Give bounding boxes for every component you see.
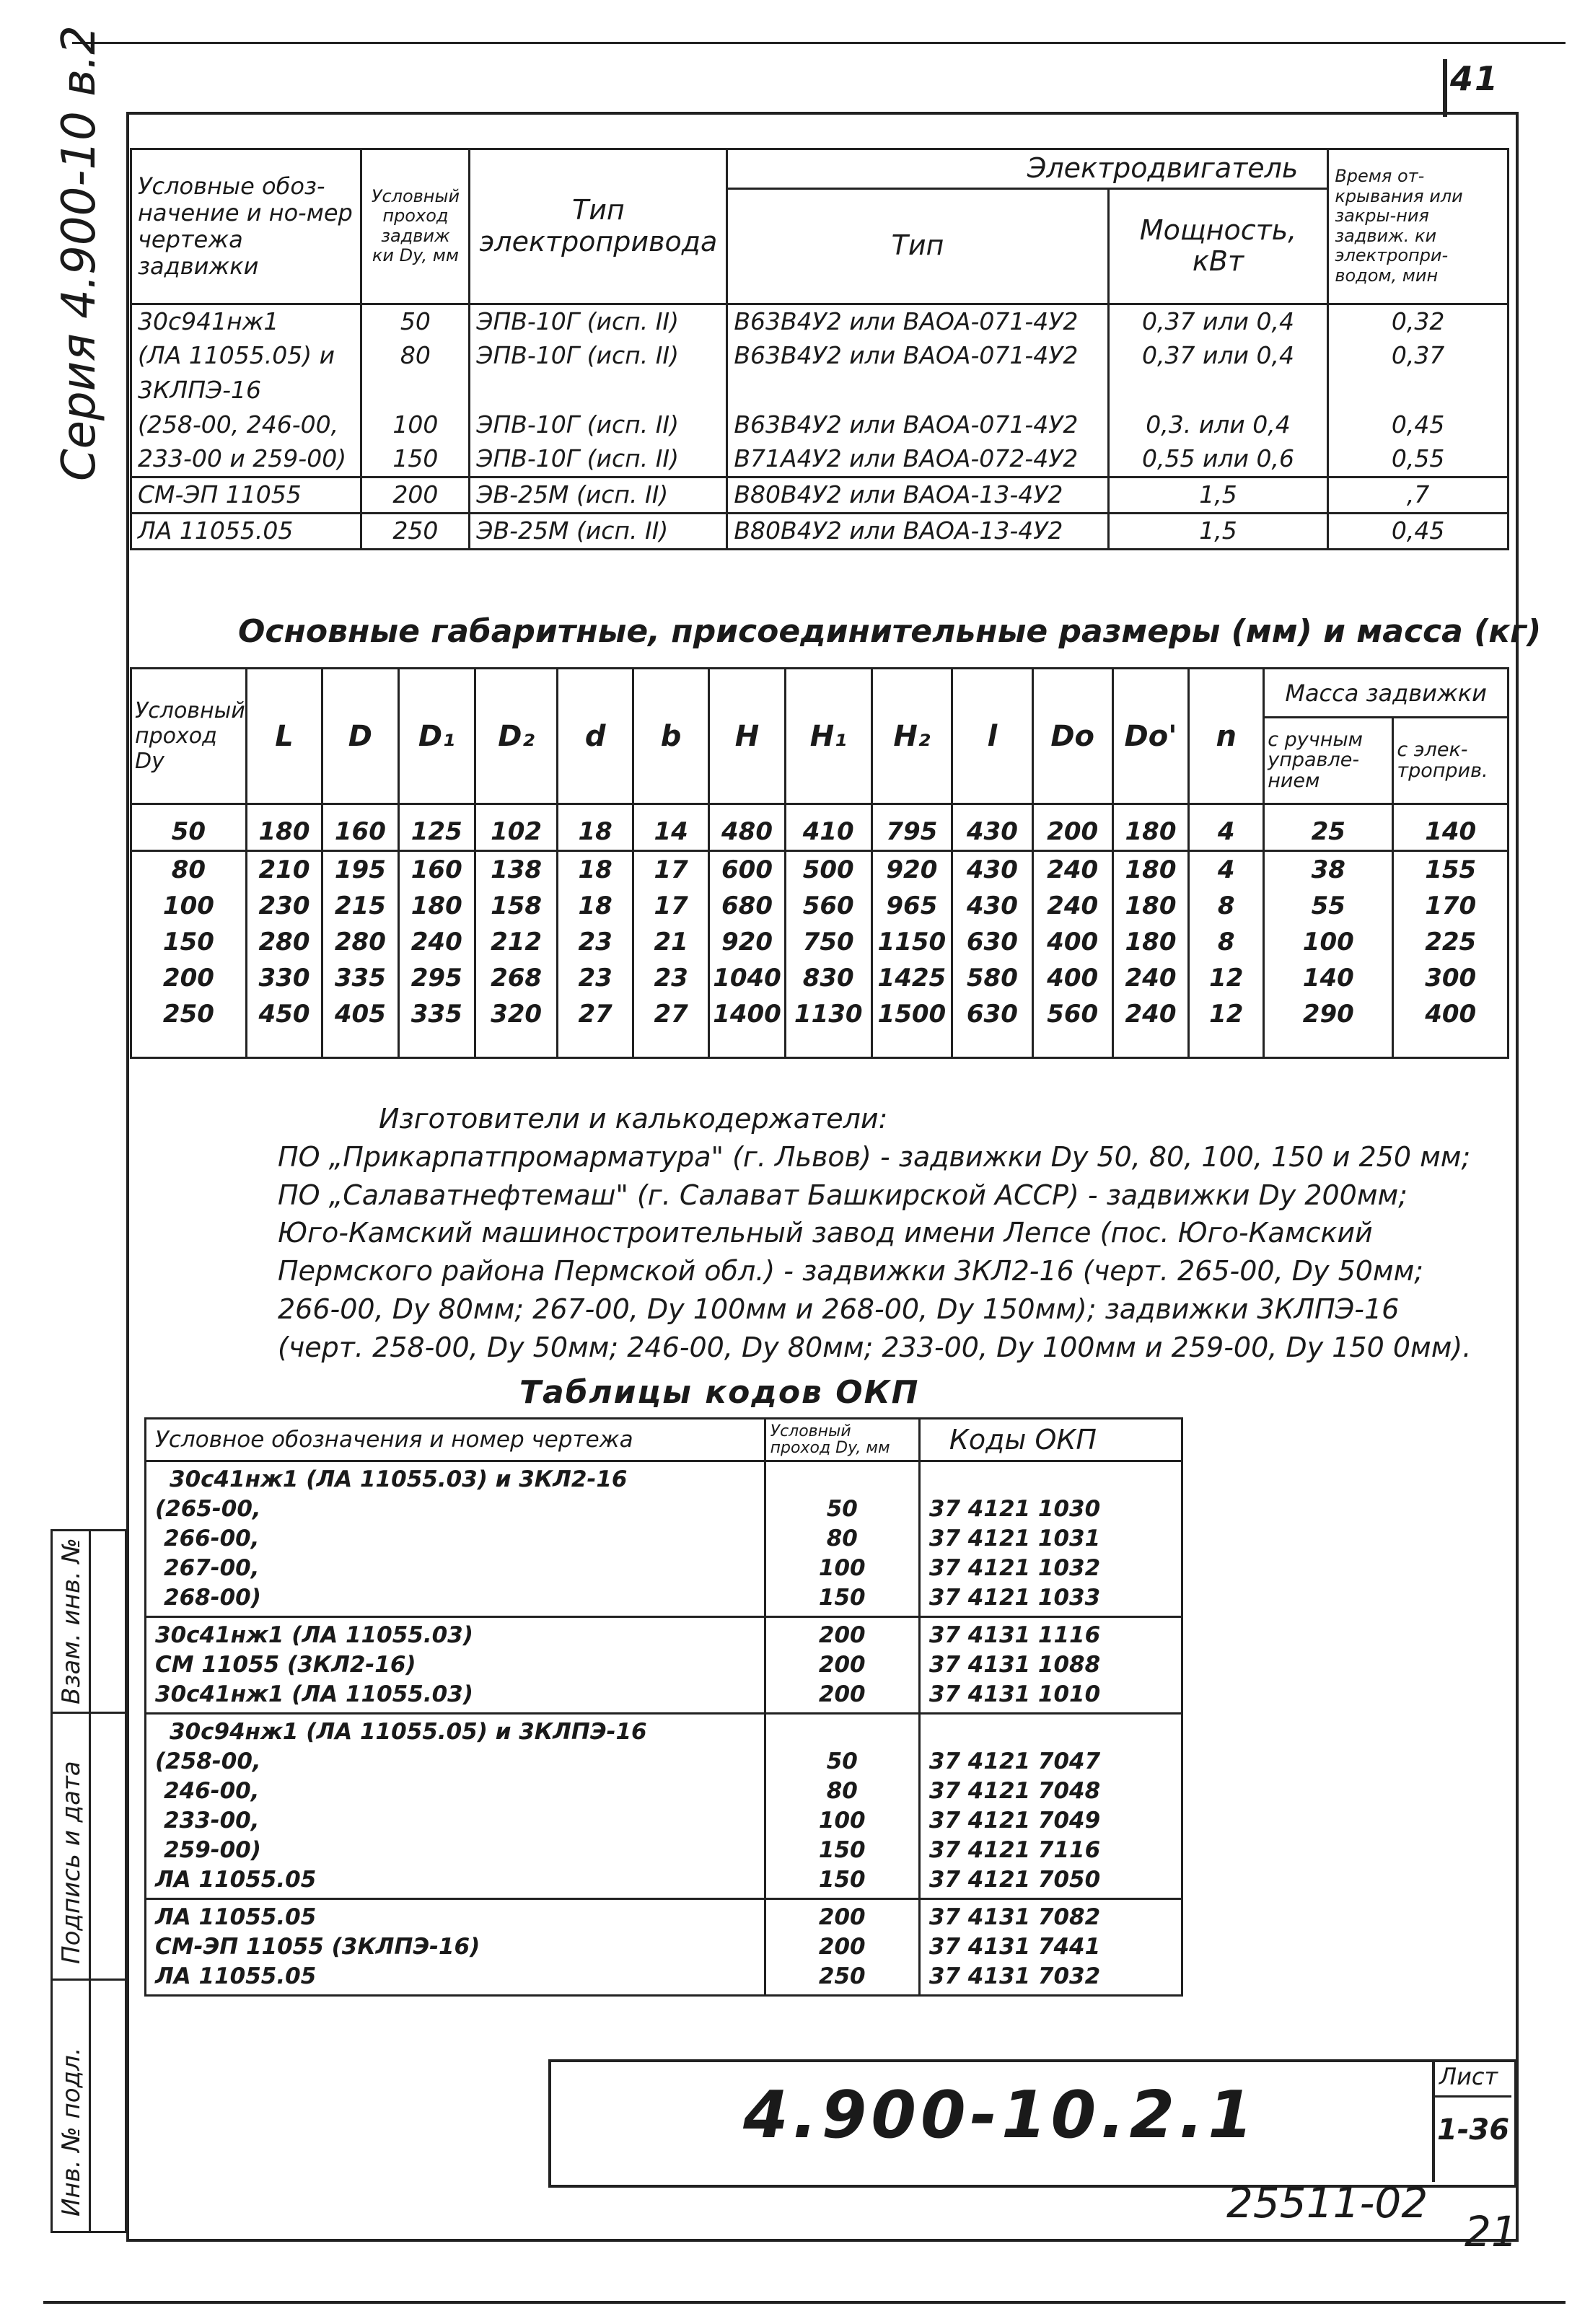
manufacturer-line: 266-00, Dy 80мм; 267-00, Dy 100мм и 268-00, Dy 150мм); задвижки 3КЛПЭ-16 — [278, 1293, 1400, 1326]
manufacturers-heading: Изготовители и калькодержатели: — [379, 1103, 888, 1135]
motor-dy: 200 — [361, 477, 470, 513]
motor-header-dy: Условный проход задвиж ки Dy, мм — [361, 149, 470, 304]
dim-cell: 400 — [1032, 960, 1112, 996]
dim-cell: 170 — [1393, 888, 1509, 924]
okp-designation-line: ЛА 11055.05 — [155, 1904, 317, 1930]
manufacturers-block — [278, 1100, 1519, 1367]
dim-cell: 240 — [1032, 888, 1112, 924]
okp-designation-line: (265-00, — [155, 1496, 261, 1522]
okp-designation-line: 266-00, — [164, 1526, 260, 1551]
dim-cell: 1150 — [871, 924, 952, 960]
dim-header-mass-manual: с ручным управле-нием — [1264, 718, 1393, 804]
dim-cell: 335 — [322, 960, 398, 996]
okp-codes-line — [929, 1717, 1172, 1747]
series-label: Серия 4.900-10 в.2 — [53, 25, 106, 481]
okp-designation-cell — [146, 1461, 765, 1617]
okp-codes-line: 37 4121 7116 — [928, 1837, 1101, 1863]
dim-cell: 23 — [633, 960, 709, 996]
okp-codes-line: 37 4121 7049 — [928, 1808, 1101, 1834]
dim-header-col: H₂ — [871, 669, 952, 804]
sheet-divider — [1432, 2095, 1511, 2098]
stamp-sign-date: Подпись и дата — [57, 1761, 86, 1964]
dim-cell: 1500 — [871, 996, 952, 1058]
okp-codes-line: 37 4131 7441 — [928, 1934, 1101, 1960]
motor-drive: ЭПВ-10Г (исп. II) — [470, 408, 727, 442]
dim-cell: 450 — [246, 996, 322, 1058]
okp-dy-line: 200 — [818, 1934, 866, 1960]
motor-power: 0,37 или 0,4 — [1108, 338, 1328, 373]
dim-cell: 230 — [246, 888, 322, 924]
dim-header-col: Do' — [1112, 669, 1188, 804]
dim-cell: 100 — [131, 888, 247, 924]
dim-cell: 8 — [1189, 888, 1264, 924]
dim-row — [131, 851, 1509, 889]
okp-designation-line: 268-00) — [164, 1585, 261, 1611]
okp-codes-line: 37 4131 1010 — [928, 1681, 1101, 1707]
okp-dy-line — [775, 1717, 910, 1747]
motor-type: B80B4У2 или ВАОА-13-4У2 — [727, 477, 1108, 513]
dim-cell: 480 — [709, 804, 786, 851]
dim-cell: 920 — [871, 851, 952, 889]
okp-dy-line: 150 — [818, 1867, 866, 1893]
sheet-value: 1-36 — [1437, 2113, 1510, 2147]
motor-designation: (258-00, 246-00, — [131, 408, 361, 442]
okp-designation-line: СМ-ЭП 11055 (3КЛПЭ-16) — [155, 1934, 480, 1960]
okp-codes-cell — [919, 1617, 1182, 1714]
dim-header-col: n — [1189, 669, 1264, 804]
dim-cell: 965 — [871, 888, 952, 924]
motor-time: 0,55 — [1328, 442, 1509, 477]
okp-group — [146, 1617, 1182, 1714]
dim-cell: 27 — [558, 996, 633, 1058]
dim-cell: 215 — [322, 888, 398, 924]
dim-header-dy: Условный проход Dy — [131, 669, 247, 804]
motor-drive: ЭПВ-10Г (исп. II) — [470, 304, 727, 338]
okp-dy-line: 200 — [818, 1681, 866, 1707]
dim-cell: 180 — [1112, 804, 1188, 851]
dim-cell: 138 — [475, 851, 557, 889]
motor-header-power: Мощность, кВт — [1108, 188, 1328, 304]
okp-designation-line: 30с41нж1 (ЛА 11055.03) — [155, 1622, 473, 1648]
dim-row — [131, 804, 1509, 851]
okp-codes-cell — [919, 1899, 1182, 1996]
okp-designation-line: ЛА 11055.05 — [155, 1963, 317, 1989]
okp-designation-line: 233-00, — [164, 1808, 260, 1834]
okp-dy-line: 250 — [818, 1963, 866, 1989]
dim-header-mass: Масса задвижки — [1264, 669, 1509, 718]
page-number-bar — [1443, 59, 1447, 117]
motor-time: ,7 — [1328, 477, 1509, 513]
dim-cell: 400 — [1393, 996, 1509, 1058]
motor-type: B63B4У2 или ВАОА-071-4У2 — [727, 338, 1108, 373]
margin-stamp — [51, 1529, 127, 2233]
okp-codes-cell — [919, 1714, 1182, 1899]
dim-cell: 12 — [1189, 996, 1264, 1058]
okp-dy-line: 150 — [818, 1837, 866, 1863]
motor-header-drive: Тип электропривода — [470, 149, 727, 304]
motor-designation: 3КЛПЭ-16 — [131, 373, 361, 408]
dim-cell: 210 — [246, 851, 322, 889]
dim-cell: 1400 — [709, 996, 786, 1058]
okp-table — [144, 1417, 1183, 1997]
dim-cell: 280 — [322, 924, 398, 960]
dim-cell: 4 — [1189, 804, 1264, 851]
dim-cell: 630 — [952, 924, 1032, 960]
sheet-label: Лист — [1439, 2063, 1498, 2090]
dim-header-col: L — [246, 669, 322, 804]
dim-cell: 180 — [398, 888, 475, 924]
motor-time: 0,45 — [1328, 408, 1509, 442]
motor-table — [130, 148, 1509, 550]
okp-designation-line: 246-00, — [164, 1778, 260, 1804]
motor-power: 1,5 — [1108, 513, 1328, 549]
okp-designation-line: (258-00, — [155, 1748, 261, 1774]
okp-group — [146, 1899, 1182, 1996]
okp-codes-line: 37 4121 7050 — [928, 1867, 1101, 1893]
okp-header-codes: Коды ОКП — [919, 1419, 1182, 1461]
dim-row — [131, 960, 1509, 996]
okp-codes-line — [929, 1465, 1172, 1495]
okp-designation-line: 267-00, — [164, 1555, 260, 1581]
dim-cell: 405 — [322, 996, 398, 1058]
okp-dy-line: 80 — [826, 1526, 858, 1551]
okp-designation-cell — [146, 1899, 765, 1996]
dim-cell: 18 — [558, 804, 633, 851]
dim-cell: 12 — [1189, 960, 1264, 996]
dim-cell: 125 — [398, 804, 475, 851]
okp-codes-line: 37 4121 7048 — [928, 1778, 1101, 1804]
dim-cell: 1130 — [785, 996, 871, 1058]
manufacturer-line: (черт. 258-00, Dy 50мм; 246-00, Dy 80мм; 233-00, Dy 100мм и 259-00, Dy 150 0мм). — [278, 1331, 1472, 1363]
dim-header-col: b — [633, 669, 709, 804]
dim-cell: 180 — [1112, 888, 1188, 924]
dim-cell: 250 — [131, 996, 247, 1058]
dim-cell: 50 — [131, 804, 247, 851]
dim-cell: 18 — [558, 851, 633, 889]
motor-dy: 100 — [361, 408, 470, 442]
dimensions-title: Основные габаритные, присоединительные размеры (мм) и масса (кг) — [238, 613, 1542, 650]
dim-cell: 580 — [952, 960, 1032, 996]
okp-designation-line: СМ 11055 (3КЛ2-16) — [155, 1652, 416, 1678]
okp-dy-cell — [765, 1461, 919, 1617]
okp-title: Таблицы кодов ОКП — [519, 1374, 920, 1411]
dim-row — [131, 924, 1509, 960]
motor-power: 0,3. или 0,4 — [1108, 408, 1328, 442]
dim-cell: 630 — [952, 996, 1032, 1058]
handwritten-number: 21 — [1465, 2207, 1518, 2256]
okp-dy-line — [775, 1465, 910, 1495]
dim-cell: 25 — [1264, 804, 1393, 851]
okp-designation-cell — [146, 1617, 765, 1714]
dim-cell: 160 — [398, 851, 475, 889]
dim-cell: 155 — [1393, 851, 1509, 889]
dim-cell: 335 — [398, 996, 475, 1058]
dim-cell: 200 — [131, 960, 247, 996]
okp-dy-line: 200 — [818, 1622, 866, 1648]
okp-codes-line: 37 4131 7082 — [928, 1904, 1101, 1930]
dim-cell: 140 — [1393, 804, 1509, 851]
dim-cell: 38 — [1264, 851, 1393, 889]
dim-cell: 140 — [1264, 960, 1393, 996]
dim-cell: 430 — [952, 888, 1032, 924]
okp-header-dy: Условный проход Dy, мм — [765, 1419, 919, 1461]
dim-cell: 320 — [475, 996, 557, 1058]
motor-drive: ЭПВ-10Г (исп. II) — [470, 442, 727, 477]
motor-time: 0,37 — [1328, 338, 1509, 373]
dim-header-mass-electric: с элек-троприв. — [1393, 718, 1509, 804]
stamp-divider — [53, 1979, 125, 1981]
dim-header-col: d — [558, 669, 633, 804]
motor-header-designation: Условные обоз-начение и но-мер чертежа задвижки — [131, 149, 361, 304]
motor-drive: ЭВ-25М (исп. II) — [470, 477, 727, 513]
dim-cell: 14 — [633, 804, 709, 851]
dim-cell: 500 — [785, 851, 871, 889]
dim-cell: 680 — [709, 888, 786, 924]
motor-header-motor: Электродвигатель — [727, 149, 1328, 189]
dim-cell: 212 — [475, 924, 557, 960]
okp-dy-line: 80 — [826, 1778, 858, 1804]
motor-designation: (ЛА 11055.05) и — [131, 338, 361, 373]
dim-cell: 100 — [1264, 924, 1393, 960]
okp-codes-line: 37 4121 1031 — [928, 1526, 1101, 1551]
okp-dy-line: 150 — [818, 1585, 866, 1611]
dim-cell: 240 — [1112, 960, 1188, 996]
motor-header-type: Тип — [727, 188, 1108, 304]
motor-dy: 250 — [361, 513, 470, 549]
dim-cell: 80 — [131, 851, 247, 889]
okp-dy-line: 50 — [826, 1748, 858, 1774]
dim-cell: 830 — [785, 960, 871, 996]
dim-row — [131, 888, 1509, 924]
dim-cell: 300 — [1393, 960, 1509, 996]
dim-header-col: H — [709, 669, 786, 804]
okp-codes-line: 37 4121 1030 — [928, 1496, 1101, 1522]
dim-cell: 268 — [475, 960, 557, 996]
motor-power: 0,37 или 0,4 — [1108, 304, 1328, 338]
dim-cell: 17 — [633, 888, 709, 924]
dim-cell: 295 — [398, 960, 475, 996]
motor-type: B80B4У2 или ВАОА-13-4У2 — [727, 513, 1108, 549]
dim-cell: 200 — [1032, 804, 1112, 851]
dim-cell: 430 — [952, 804, 1032, 851]
dim-cell: 180 — [246, 804, 322, 851]
dim-cell: 560 — [1032, 996, 1112, 1058]
dim-cell: 225 — [1393, 924, 1509, 960]
okp-codes-cell — [919, 1461, 1182, 1617]
dim-cell: 4 — [1189, 851, 1264, 889]
motor-designation: 30с941нж1 — [131, 304, 361, 338]
dim-cell: 21 — [633, 924, 709, 960]
dim-header-col: l — [952, 669, 1032, 804]
motor-dy: 50 — [361, 304, 470, 338]
dim-cell: 560 — [785, 888, 871, 924]
okp-designation-line: 30с41нж1 (ЛА 11055.03) и 3КЛ2-16 — [170, 1466, 628, 1492]
top-rule — [72, 42, 1566, 44]
dim-cell: 330 — [246, 960, 322, 996]
okp-codes-line: 37 4121 7047 — [928, 1748, 1101, 1774]
motor-type: B63B4У2 или ВАОА-071-4У2 — [727, 304, 1108, 338]
dimensions-table — [130, 667, 1509, 1059]
manufacturer-line: Пермского района Пермской обл.) - задвижки 3КЛ2-16 (черт. 265-00, Dy 50мм; — [278, 1255, 1424, 1288]
okp-dy-line: 50 — [826, 1496, 858, 1522]
dim-header-col: H₁ — [785, 669, 871, 804]
page-number: 41 — [1450, 59, 1500, 98]
dim-cell: 410 — [785, 804, 871, 851]
dim-cell: 240 — [1112, 996, 1188, 1058]
okp-codes-line: 37 4131 7032 — [928, 1963, 1101, 1989]
okp-designation-line: 259-00) — [164, 1837, 261, 1863]
motor-time: 0,45 — [1328, 513, 1509, 549]
okp-group — [146, 1461, 1182, 1617]
dim-cell: 920 — [709, 924, 786, 960]
dim-cell: 750 — [785, 924, 871, 960]
motor-power: 1,5 — [1108, 477, 1328, 513]
okp-dy-cell — [765, 1617, 919, 1714]
dim-cell: 180 — [1112, 851, 1188, 889]
manufacturer-line: Юго-Камский машиностроительный завод имени Лепсе (пос. Юго-Камский — [278, 1217, 1373, 1249]
dim-cell: 240 — [398, 924, 475, 960]
okp-dy-cell — [765, 1714, 919, 1899]
dim-cell: 195 — [322, 851, 398, 889]
dim-cell: 600 — [709, 851, 786, 889]
dim-cell: 8 — [1189, 924, 1264, 960]
motor-dy: 80 — [361, 338, 470, 373]
okp-codes-line: 37 4131 1116 — [928, 1622, 1101, 1648]
dim-header-col: D — [322, 669, 398, 804]
motor-designation: СМ-ЭП 11055 — [131, 477, 361, 513]
dim-row — [131, 996, 1509, 1058]
okp-dy-line: 100 — [818, 1808, 866, 1834]
document-number: 4.900-10.2.1 — [743, 2077, 1257, 2153]
dim-cell: 160 — [322, 804, 398, 851]
dim-cell: 430 — [952, 851, 1032, 889]
okp-group — [146, 1714, 1182, 1899]
okp-codes-line: 37 4121 1032 — [928, 1555, 1101, 1581]
dim-cell: 290 — [1264, 996, 1393, 1058]
okp-header-designation: Условное обозначения и номер чертежа — [146, 1419, 765, 1461]
dim-cell: 280 — [246, 924, 322, 960]
motor-type: B63B4У2 или ВАОА-071-4У2 — [727, 408, 1108, 442]
manufacturer-line: ПО „Салаватнефтемаш" (г. Салават Башкирской АССР) - задвижки Dy 200мм; — [278, 1179, 1408, 1211]
manufacturer-line: ПО „Прикарпатпромарматура" (г. Львов) - задвижки Dy 50, 80, 100, 150 и 250 мм; — [278, 1140, 1471, 1173]
dim-header-col: Do — [1032, 669, 1112, 804]
dim-cell: 102 — [475, 804, 557, 851]
dim-cell: 17 — [633, 851, 709, 889]
okp-codes-line: 37 4121 1033 — [928, 1585, 1101, 1611]
okp-dy-line: 200 — [818, 1652, 866, 1678]
motor-drive: ЭВ-25М (исп. II) — [470, 513, 727, 549]
okp-dy-line: 100 — [818, 1555, 866, 1581]
stamp-inv-orig: Инв. № подл. — [57, 2047, 86, 2217]
motor-dy: 150 — [361, 442, 470, 477]
dim-cell: 27 — [633, 996, 709, 1058]
motor-power: 0,55 или 0,6 — [1108, 442, 1328, 477]
dim-cell: 180 — [1112, 924, 1188, 960]
okp-designation-line: ЛА 11055.05 — [155, 1867, 317, 1893]
motor-type: B71A4У2 или ВАОА-072-4У2 — [727, 442, 1108, 477]
okp-designation-cell — [146, 1714, 765, 1899]
dim-cell: 150 — [131, 924, 247, 960]
okp-designation-line: 30с94нж1 (ЛА 11055.05) и 3КЛПЭ-16 — [170, 1719, 647, 1745]
dim-cell: 1040 — [709, 960, 786, 996]
dim-header-col: D₁ — [398, 669, 475, 804]
motor-designation: ЛА 11055.05 — [131, 513, 361, 549]
motor-designation: 233-00 и 259-00) — [131, 442, 361, 477]
stamp-divider — [53, 1712, 125, 1714]
motor-drive: ЭПВ-10Г (исп. II) — [470, 338, 727, 373]
dim-cell: 158 — [475, 888, 557, 924]
okp-designation-line: 30с41нж1 (ЛА 11055.03) — [155, 1681, 473, 1707]
dim-cell: 23 — [558, 924, 633, 960]
okp-dy-cell — [765, 1899, 919, 1996]
motor-time: 0,32 — [1328, 304, 1509, 338]
okp-codes-line: 37 4131 1088 — [928, 1652, 1101, 1678]
dim-cell: 18 — [558, 888, 633, 924]
dim-cell: 1425 — [871, 960, 952, 996]
dim-cell: 23 — [558, 960, 633, 996]
dim-cell: 55 — [1264, 888, 1393, 924]
dim-header-col: D₂ — [475, 669, 557, 804]
stamp-replace-inv: Взам. инв. № — [57, 1538, 86, 1704]
handwritten-code: 25511-02 — [1226, 2178, 1428, 2227]
okp-dy-line: 200 — [818, 1904, 866, 1930]
motor-header-time: Время от-крывания или закры-ния задвиж. ки электропри-водом, мин — [1328, 149, 1509, 304]
dim-cell: 400 — [1032, 924, 1112, 960]
bottom-rule — [43, 2301, 1566, 2304]
dim-cell: 240 — [1032, 851, 1112, 889]
dim-cell: 795 — [871, 804, 952, 851]
